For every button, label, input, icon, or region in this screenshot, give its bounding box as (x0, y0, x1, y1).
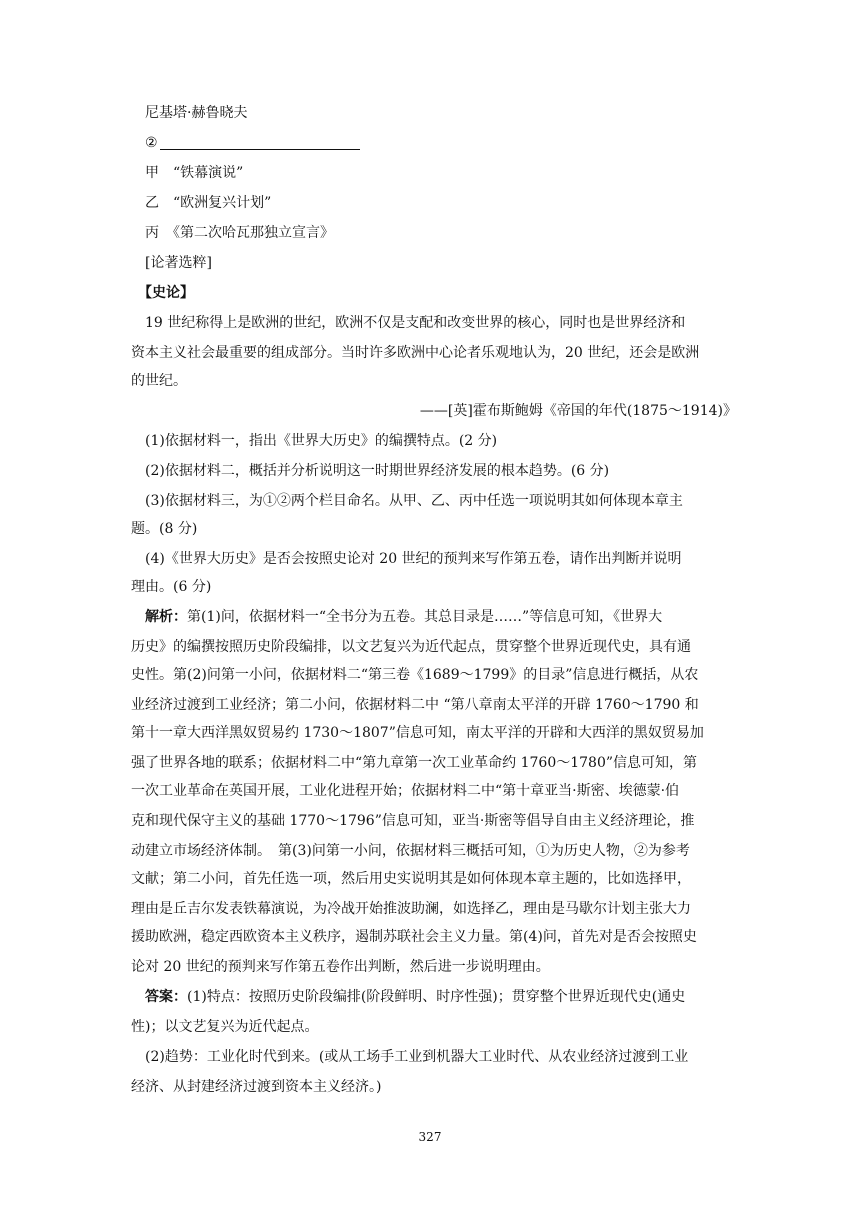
analysis-line: 理由是丘吉尔发表铁幕演说，为冷战开始推波助澜，如选择乙，理由是马歇尔计划主张大力 (131, 901, 691, 917)
list-item-yi: 乙 “欧洲复兴计划” (145, 195, 272, 211)
analysis-line: 文献；第二小问，首先任选一项，然后用史实说明其是如何体现本章主题的，比如选择甲， (131, 871, 691, 887)
analysis-line: 论对 20 世纪的预判来写作第五卷作出判断，然后进一步说明理由。 (131, 959, 550, 975)
analysis-line: 动建立市场经济体制。 第(3)问第一小问，依据材料三概括可知，①为历史人物，②为参考 (131, 843, 690, 859)
section-label: [论著选粹] (145, 255, 212, 271)
answer-first-line (145, 987, 737, 1007)
shilun-heading: 【史论】 (138, 285, 194, 301)
analysis-text: 第(1)问，依据材料一“全书分为五卷。其总目录是……”等信息可知，《世界大 (187, 609, 663, 625)
question-3: (3)依据材料三，为①②两个栏目命名。从甲、乙、丙中任选一项说明其如何体现本章主 (145, 493, 683, 509)
analysis-line: 史性。第(2)问第一小问，依据材料二“第三卷《1689～1799》的目录”信息进行概括，从农 (131, 667, 699, 683)
analysis-line: 援助欧洲，稳定西欧资本主义秩序，遏制苏联社会主义力量。第(4)问，首先对是否会按照史 (131, 929, 697, 945)
shilun-citation: ——[英]霍布斯鲍姆《帝国的年代(1875～1914)》 (419, 403, 737, 419)
answer-2: (2)趋势：工业化时代到来。(或从工场手工业到机器大工业时代、从农业经济过渡到工业 (145, 1049, 689, 1065)
analysis-first-line (145, 607, 737, 627)
answer-2-continued: 经济、从封建经济过渡到资本主义经济。) (131, 1079, 382, 1095)
answer-label: 答案： (145, 989, 187, 1005)
analysis-line: 强了世界各地的联系；依据材料二中“第九章第一次工业革命约 1760～1780”信息可知，第 (131, 755, 698, 771)
page-number: 327 (418, 1130, 442, 1144)
analysis-line: 一次工业革命在英国开展，工业化进程开始；依据材料二中“第十章亚当·斯密、埃德蒙·伯 (131, 783, 680, 799)
list-item-blank (145, 133, 737, 153)
analysis-line: 历史》的编撰按照历史阶段编排，以文艺复兴为近代起点，贯穿整个世界近现代史，具有通 (131, 639, 691, 655)
answer-text: (1)特点：按照历史阶段编排(阶段鲜明、时序性强)；贯穿整个世界近现代史(通史 (187, 989, 686, 1005)
shilun-line: 的世纪。 (131, 373, 187, 389)
analysis-line: 第十一章大西洋黑奴贸易约 1730～1807”信息可知，南太平洋的开辟和大西洋的黑奴贸易加 (131, 725, 704, 741)
list-item-bing: 丙 《第二次哈瓦那独立宣言》 (145, 225, 334, 241)
question-3-continued: 题。(8 分) (131, 521, 198, 537)
answer-line: 性)；以文艺复兴为近代起点。 (131, 1019, 319, 1035)
blank-underline (160, 137, 360, 150)
question-4: (4)《世界大历史》是否会按照史论对 20 世纪的预判来写作第五卷，请作出判断并说明 (145, 551, 682, 567)
list-item-jia: 甲 “铁幕演说” (145, 165, 244, 181)
shilun-line: 19 世纪称得上是欧洲的世纪，欧洲不仅是支配和改变世界的核心，同时也是世界经济和 (145, 315, 686, 331)
blank-number: ② (145, 135, 158, 151)
question-4-continued: 理由。(6 分) (131, 579, 212, 595)
question-1: (1)依据材料一，指出《世界大历史》的编撰特点。(2 分) (145, 433, 498, 449)
analysis-label: 解析： (145, 609, 187, 625)
list-item-khrushchev: 尼基塔·赫鲁晓夫 (145, 105, 248, 121)
analysis-line: 业经济过渡到工业经济；第二小问，依据材料二中 “第八章南太平洋的开辟 1760～1790 和 (131, 697, 699, 713)
analysis-line: 克和现代保守主义的基础 1770～1796”信息可知，亚当·斯密等倡导自由主义经济理论，推 (131, 813, 695, 829)
question-2: (2)依据材料二，概括并分析说明这一时期世界经济发展的根本趋势。(6 分) (145, 463, 610, 479)
shilun-line: 资本主义社会最重要的组成部分。当时许多欧洲中心论者乐观地认为，20 世纪，还会是欧洲 (131, 345, 700, 361)
